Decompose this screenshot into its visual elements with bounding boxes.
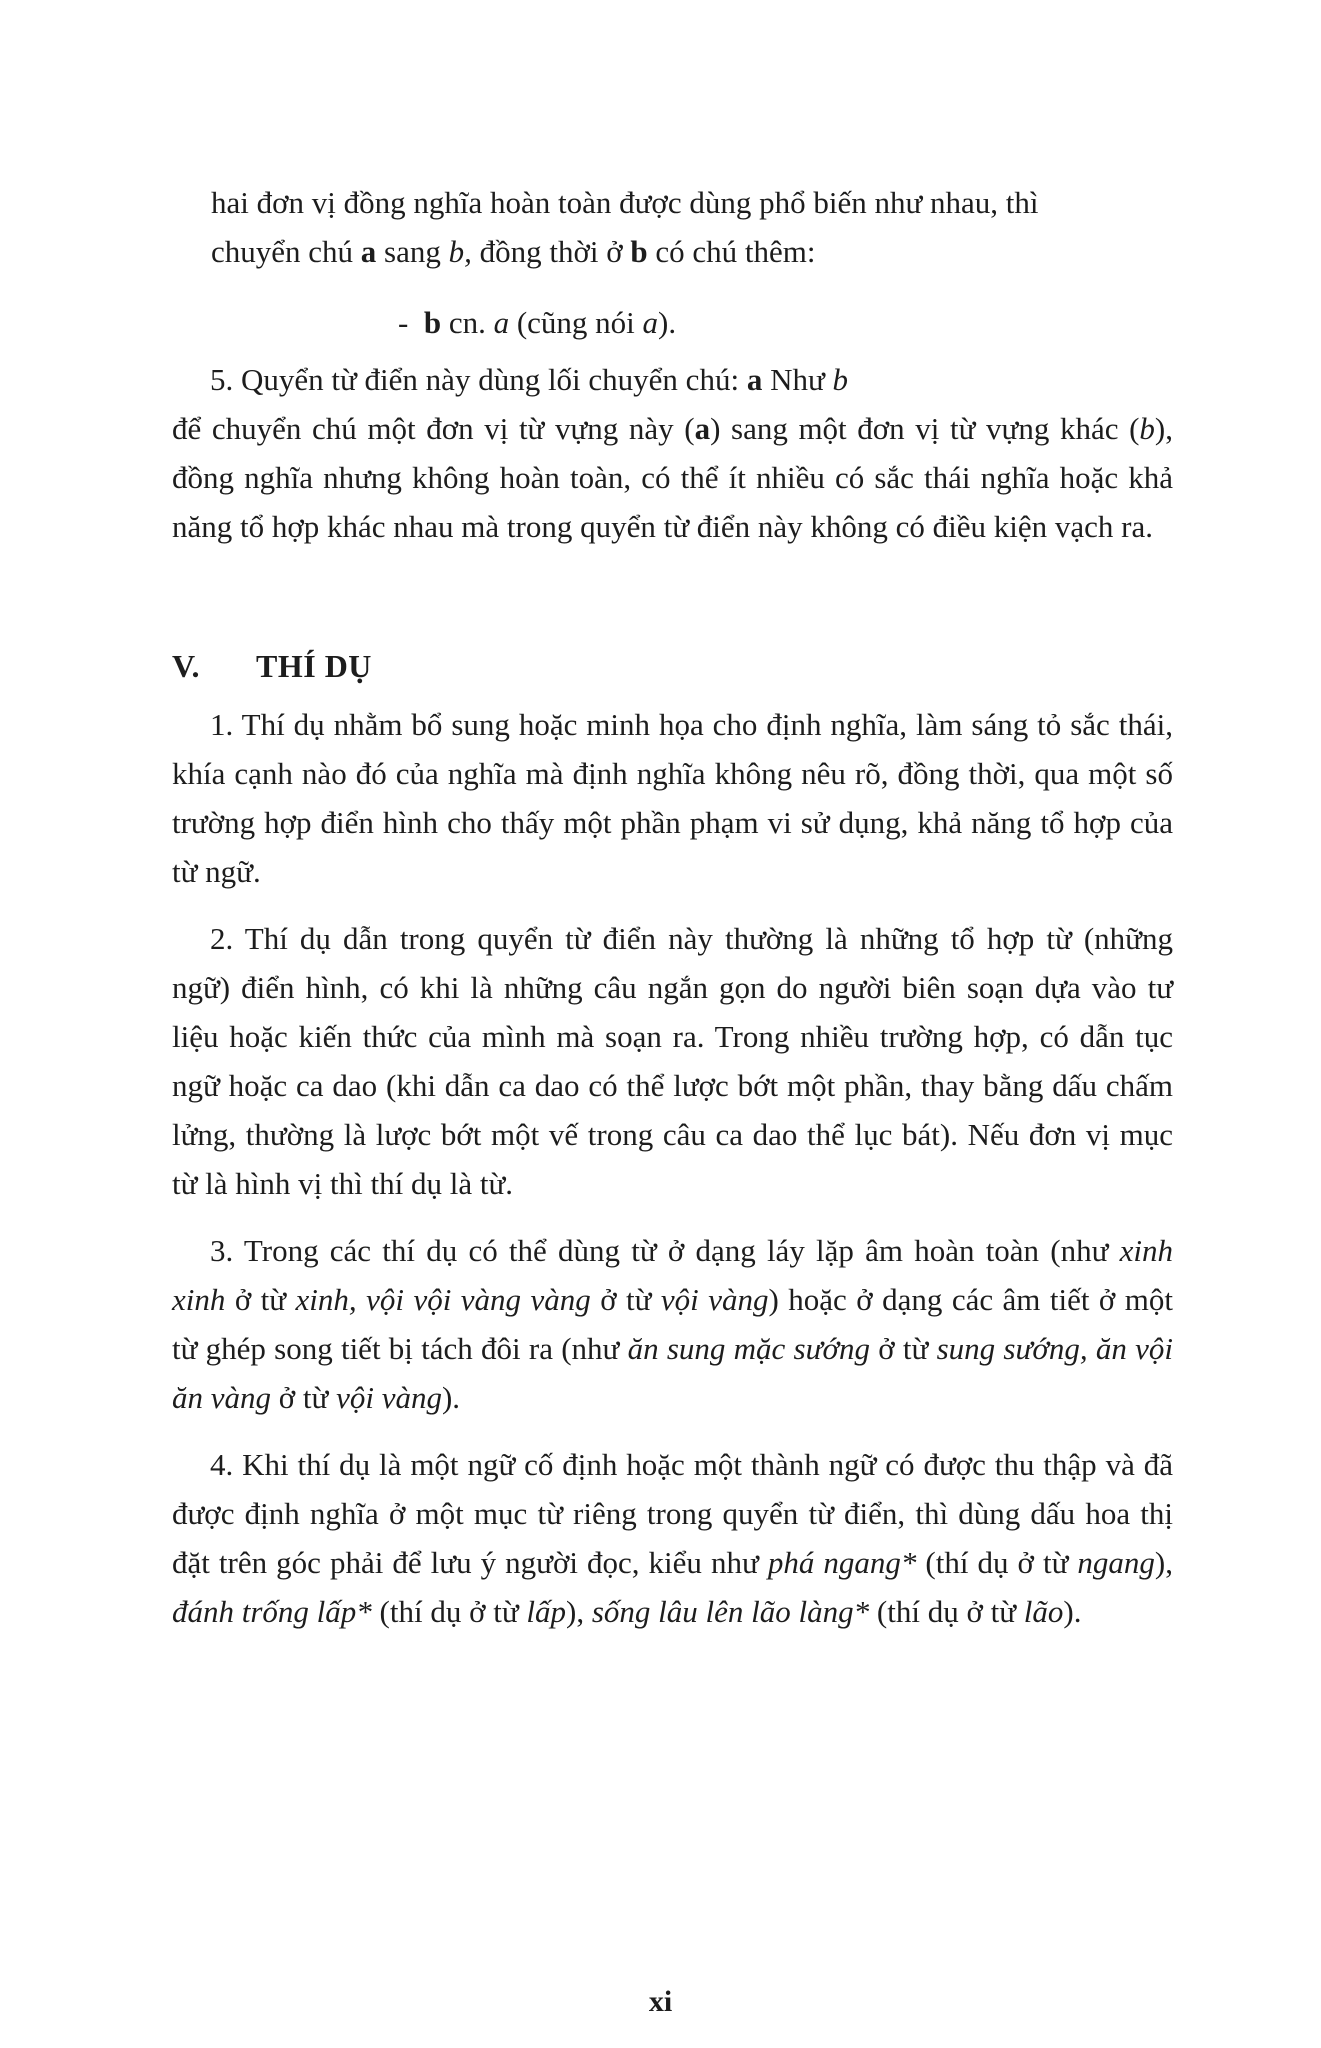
- item-5-paragraph: [172, 355, 1173, 551]
- text-run: ) sang một đơn vị từ vựng khác (: [710, 411, 1140, 446]
- page-number: xi: [648, 1985, 673, 2018]
- text-run: ở từ: [271, 1380, 337, 1415]
- italic-term: xinh, vội vội vàng vàng: [295, 1282, 591, 1317]
- text-run: (thí dụ ở từ: [869, 1594, 1024, 1629]
- paragraph: [172, 1226, 1173, 1422]
- paragraph-line: [211, 178, 1173, 227]
- text-run: ),: [566, 1594, 592, 1629]
- examples-body: [172, 700, 1173, 1636]
- italic-term: a: [642, 305, 659, 340]
- italic-term: ăn sung mặc sướng: [627, 1331, 871, 1366]
- section-heading: [172, 642, 372, 691]
- bold-term: a: [746, 362, 763, 397]
- italic-term: đánh trống lấp*: [172, 1594, 372, 1629]
- bold-term: a: [694, 411, 711, 446]
- text-run: ).: [658, 305, 677, 340]
- text-run: đồng thời ở: [471, 234, 631, 269]
- text-run: ở từ: [225, 1282, 296, 1317]
- text-run: có chú thêm:: [647, 234, 816, 269]
- text-run: (cũng nói: [509, 305, 643, 340]
- italic-term: b: [1139, 411, 1155, 446]
- text-run: sang: [376, 234, 449, 269]
- italic-term: vội vàng: [336, 1380, 442, 1415]
- paragraph-line: [211, 227, 1173, 276]
- text-run: ).: [441, 1380, 461, 1415]
- italic-term: ngang: [1077, 1545, 1155, 1580]
- italic-term: sống lâu lên lão làng*: [591, 1594, 870, 1629]
- text-run: chuyển chú: [211, 234, 361, 269]
- italic-term: a: [493, 305, 510, 340]
- text-run: 3. Trong các thí dụ có thể dùng từ ở dạng láy lặp âm hoàn toàn (như: [210, 1233, 1120, 1268]
- text-run: 4. Khi thí dụ là một ngữ cố định hoặc một thành ngữ có được thu thập và đã được định nghĩa ở một mục từ riêng trong quyển từ điển, thì dùng dấu hoa thị đặt trên góc phải để lưu ý người đọc, kiểu như: [172, 1447, 1173, 1580]
- text-run: để chuyển chú một đơn vị từ vựng này (: [172, 411, 695, 446]
- text-run: 5. Quyển từ điển này dùng lối chuyển chú:: [210, 362, 747, 397]
- text-run: ).: [1063, 1594, 1082, 1629]
- paragraph: [172, 1440, 1173, 1636]
- text-run: (thí dụ ở từ: [371, 1594, 527, 1629]
- italic-term: b: [832, 362, 849, 397]
- italic-term: b,: [448, 234, 472, 269]
- continued-paragraph: [211, 178, 1173, 276]
- text-run: ),: [1154, 1545, 1173, 1580]
- text-run: 1. Thí dụ nhằm bổ sung hoặc minh họa cho định nghĩa, làm sáng tỏ sắc thái, khía cạnh nào đó của nghĩa mà định nghĩa không nêu rõ, đồng thời, qua một số trường hợp điển hình cho thấy một phần phạm vi sử dụng, khả năng tổ hợp của từ ngữ.: [172, 707, 1173, 889]
- italic-term: lão: [1023, 1594, 1064, 1629]
- text-run: cn.: [441, 305, 494, 340]
- paragraph: [172, 355, 1173, 551]
- text-run: Như: [762, 362, 833, 397]
- italic-term: lấp: [526, 1594, 567, 1629]
- bold-term: a: [360, 234, 377, 269]
- text-run: ) hoặc ở dạng các âm tiết ở một từ ghép song tiết bị tách đôi ra (như: [172, 1282, 1173, 1366]
- text-run: 2. Thí dụ dẫn trong quyển từ điển này thường là những tổ hợp từ (những ngữ) điển hình, có khi là những câu ngắn gọn do người biên soạn dựa vào tư liệu hoặc kiến thức của mình mà soạn ra. Trong nhiều trường hợp, có dẫn tục ngữ hoặc ca dao (khi dẫn ca dao có thể lược bớt một phần, thay bằng dấu chấm lửng, thường là lược bớt một vế trong câu ca dao thể lục bát). Nếu đơn vị mục từ là hình vị thì thí dụ là từ.: [172, 921, 1173, 1201]
- text-run: (thí dụ ở từ: [916, 1545, 1078, 1580]
- italic-term: xinh xinh: [172, 1233, 1173, 1317]
- italic-term: phá ngang*: [767, 1545, 917, 1580]
- section-title: THÍ DỤ: [256, 648, 372, 684]
- text-run: ở từ: [870, 1331, 937, 1366]
- bold-term: b: [630, 234, 648, 269]
- text-run: ở từ: [590, 1282, 661, 1317]
- italic-term: vội vàng: [660, 1282, 769, 1317]
- dash: -: [398, 305, 409, 340]
- bold-term: b: [423, 305, 442, 340]
- text-line: hai đơn vị đồng nghĩa hoàn toàn được dùng phổ biến như nhau, thì: [211, 185, 1039, 220]
- cross-reference-example: [398, 298, 676, 347]
- text-run: ), đồng nghĩa nhưng không hoàn toàn, có thể ít nhiều có sắc thái nghĩa hoặc khả năng tổ hợp khác nhau mà trong quyển từ điển này không có điều kiện vạch ra.: [172, 411, 1173, 544]
- paragraph: [172, 700, 1173, 896]
- section-number: V.: [172, 648, 200, 684]
- paragraph: [172, 914, 1173, 1208]
- italic-term: sung sướng, ăn vội ăn vàng: [172, 1331, 1174, 1415]
